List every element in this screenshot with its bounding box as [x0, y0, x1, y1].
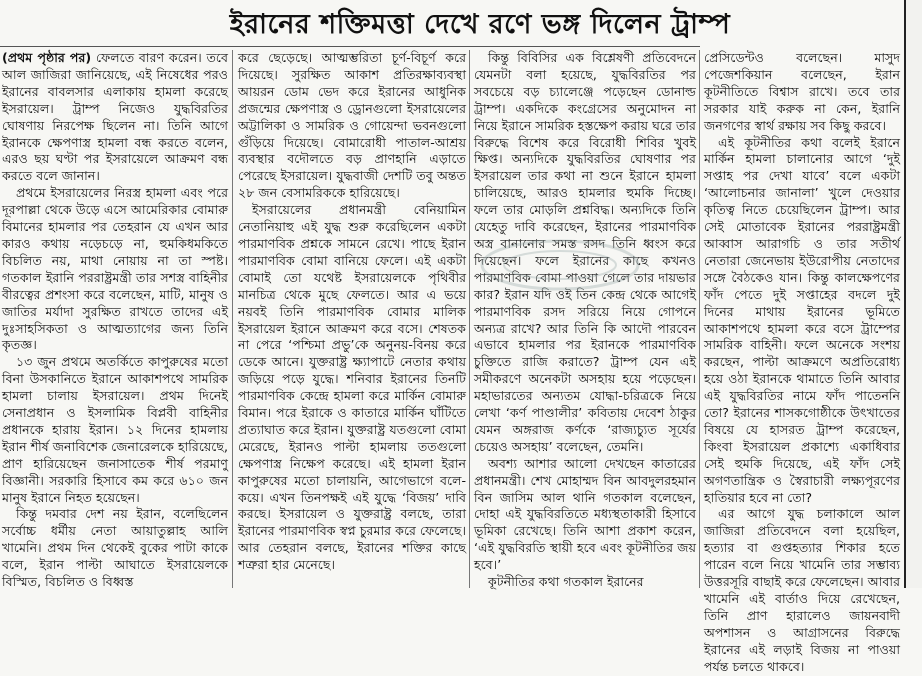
column-2-paragraph: ইসরায়েলের প্রধানমন্ত্রী বেনিয়ামিন নেতানিয়াহু এই যুদ্ধ শুরু করেছিলেন একটা পারমাণবিক প্রশ্নকে সামনে রেখে। পাছে ইরান পারমাণবিক বোমা বানিয়ে ফেলে। এই একটা বোমাই তো যথেষ্ট ইসরায়েলকে পৃথিবীর মানচিত্র থেকে মুছে ফেলতে। আর এ ভয়ে নয়বই তিনি পারমাণবিক বোমার মালিক ইসরায়েল ইরানে আক্রমণ করে বসে। শেষতক না পেরে ‘পশ্চিমা প্রভু’কে অনুনয়-বিনয় করে ডেকে আনে। যুক্তরাষ্ট্র ক্ষ্যাপাটে নেতার কথায় জড়িয়ে পড়ে যুদ্ধে। শনিবার ইরানের তিনটি পারমাণবিক কেন্দ্রে হামলা করে মার্কিন বোমারু বিমান। পরে ইরাকে ও কাতারে মার্কিন ঘাঁটিতে প্রত্যাঘাত করে ইরান। যুক্তরাষ্ট্র যতগুলো বোমা মেরেছে, ইরানও পাল্টা হামলায় ততগুলো ক্ষেপণাস্ত্র নিক্ষেপ করেছে। এই হামলা ইরান কাপুরুষের মতো চালায়নি, আগেভাগে বলে-কয়ে। এখন তিনপক্ষই এই যুদ্ধে ‘বিজয়’ দাবি করছে। ইসরায়েল ও যুক্তরাষ্ট্র বলছে, তারা ইরানের পারমাণবিক স্বপ্ন চুরমার করে ফেলেছে। আর তেহরান বলছে, ইরানের শক্তির কাছে শত্রুরা হার মেনেছে। [238, 202, 466, 573]
headline: ইরানের শক্তিমত্তা দেখে রণে ভঙ্গ দিলেন ট্রাম্প [229, 9, 731, 40]
column-divider [469, 50, 470, 588]
column-1-paragraph: কিন্তু দমবার দেশ নয় ইরান, বলেছিলেন সর্বোচ্চ ধর্মীয় নেতা আয়াতুল্লাহ আলি খামেনি। প্রথম দিন থেকেই বুকের পাটা কাকে বলে, ইরান পাল্টা আঘাতে ইসরায়েলকে বিস্মিত, বিচলিত ও বিধ্বস্ত [2, 506, 228, 590]
article-column-3 [474, 50, 696, 588]
column-4-paragraph: এর আগে যুদ্ধ চলাকালে আল জাজিরা প্রতিবেদনে বলা হয়েছিল, হত্যার বা গুপ্তহত্যার শিকার হতে পারেন বলে নিয়ে খামেনি তার সম্ভাব্য উত্তরসূরি বাছাই করে ফেলেছেন। আবার খামেনি এই বার্তাও দিয়ে রেখেছেন, তিনি প্রাণ হারালেও জায়নবাদী অপশাসন ও আগ্রাসনের বিরুদ্ধে ইরানের এই লড়াই বিজয় না পাওয়া পর্যন্ত চলতে থাকবে। [704, 506, 900, 674]
column-4-paragraph: এই কূটনীতির কথা বলেই ইরানে মার্কিন হামলা চালানোর আগে ‘দুই সপ্তাহ পর দেখা যাবে’ বলে একটা ‘আলোচনার জানালা’ খুলে দেওয়ার কৃতিত্ব নিতে চেয়েছিলেন ট্রাম্প। আর সেই মোতাবেক ইরানের পররাষ্ট্রমন্ত্রী আব্বাস আরাগচি ও তার সতীর্থ নেতারা জেনেভায় ইউরোপীয় নেতাদের সঙ্গে বৈঠকেও যান। কিন্তু কালক্ষেপণের ফাঁদ পেতে দুই সপ্তাহের বদলে দুই দিনের মাথায় ইরানের ভূমিতে আকাশপথে হামলা করে বসে ট্রাম্পের সামরিক বাহিনী। ফলে অনেকে সংশয় করছেন, পাল্টা আক্রমণে অপ্রতিরোধ্য হয়ে ওঠা ইরানকে থামাতে তিনি আবার এই যুদ্ধবিরতির নামে ফাঁদ পাতেননি তো? ইরানের শাসকগোষ্ঠীকে উৎখাতের বিষয়ে যে হাসরত ট্রাম্প করেছেন, কিংবা ইসরায়েল প্রকাশ্যে একাধিবার সেই হুমকি দিয়েছে, এই ফাঁদ সেই অগণতান্ত্রিক ও স্বৈরাচারী লক্ষ্যপূরণের হাতিয়ার হবে না তো? [704, 134, 900, 505]
column-1-paragraph [2, 50, 228, 185]
column-3-paragraph: কিন্তু বিবিসির এক বিশ্লেষণী প্রতিবেদনে যেমনটা বলা হয়েছে, যুদ্ধবিরতির পর সবচেয়ে বড় চ্যালেঞ্জে পড়েছেন ডোনাল্ড ট্রাম্প। একদিকে কংগ্রেসের অনুমোদন না নিয়ে ইরানে সামরিক হস্তক্ষেপ করায় ঘরে তার বিরুদ্ধে বিশেষ করে বিরোধী শিবির খুবই ক্ষিপ্ত। অন্যদিকে যুদ্ধবিরতির ঘোষণার পর ইসরায়েল তার কথা না শুনে ইরানে হামলা চালিয়েছে, আরও হামলার হুমকি দিচ্ছে। ফলে তার মোড়লি প্রশ্নবিদ্ধ। অন্যদিকে তিনি যেহেতু দাবি করেছেন, ইরানের পারমাণবিক অস্ত্র বানানোর সমস্ত রসদ তিনি ধ্বংস করে দিয়েছেন। ফলে ইরানের কাছে কখনও পারমাণবিক বোমা পাওয়া গেলে তার দায়ভার কার? ইরান যদি ওই তিন কেন্দ্র থেকে আগেই পারমাণবিক রসদ সরিয়ে নিয়ে গোপনে অন্যত্র রাখে? আর তিনি কি আদৌ পারবেন এভাবে হামলার পর ইরানকে পারমাণবিক চুক্তিতে রাজি করাতে? ট্রাম্প যেন এই সমীকরণে অনেকটা অসহায় হয়ে পড়েছেন। মহাভারতের অন্যতম যোদ্ধা-চরিত্রকে নিয়ে লেখা ‘কর্ণ পাণ্ডালীর’ কবিতায় দেবেশ ঠাকুর যেমন অঙ্গরাজ কর্ণকে ‘রাজ্যচ্যুত সূর্যের চেয়েও অসহায়’ বলেছেন, তেমনি। [474, 50, 696, 454]
column-2-paragraph: করে ছেড়েছে। আত্মম্ভরিতা চূর্ণ-বিচূর্ণ করে দিয়েছে। সুরক্ষিত আকাশ প্রতিরক্ষাব্যবস্থা আয়রন ডোম ভেদ করে ইরানের আধুনিক প্রজন্মের ক্ষেপণাস্ত্র ও ড্রোনগুলো ইসরায়েলের অট্টালিকা ও সামরিক ও গোয়েন্দা ভবনগুলো গুঁড়িয়ে দিয়েছে। বোমারোধী পাতাল-আশ্রয় ব্যবস্থার বদৌলতে বড় প্রাণহানি এড়াতে পেরেছে ইসরায়েল। যুদ্ধবাজী দেশটি তবু অন্তত ২৮ জন বেসামরিককে হারিয়েছে। [238, 50, 466, 201]
column-3-paragraph: কূটনীতির কথা গতকাল ইরানের [488, 574, 644, 590]
column-divider [232, 50, 233, 588]
column-1-paragraph: ১৩ জুন প্রথমে অতর্কিতে কাপুরুষের মতো বিনা উসকানিতে ইরানে আকাশপথে সামরিক হামলা চালায় ইসরায়েল। প্রথম দিনেই সেনাপ্রধান ও ইসলামিক বিপ্লবী বাহিনীর প্রধানকে হারায় ইরান। ১২ দিনের হামলায় ইরান শীর্ষ জনাবিশেক জেনারেলকে হারিয়েছে, প্রাণ হারিয়েছেন জনাসাতেক শীর্ষ পরমাণু বিজ্ঞানী। সরকারি হিসাবে কম করে ৬১০ জন মানুষ ইরানে নিহত হয়েছেন। [2, 354, 228, 505]
headline-rule [0, 46, 700, 47]
article-column-2 [238, 50, 466, 588]
continued-label: (প্রথম পৃষ্ঠার পর) [2, 50, 92, 65]
article-column-1 [2, 50, 228, 588]
column-divider [699, 50, 700, 588]
column-3-paragraph: অবশ্য আশার আলো দেখছেন কাতারের প্রধানমন্ত্রী। শেখ মোহাম্মদ বিন আবদুলরহমান বিন জাসিম আল থানি গতকাল বলেছেন, দোহা এই যুদ্ধবিরতিতে মধ্যস্থতাকারী হিসাবে ভূমিকা রেখেছে। তিনি আশা প্রকাশ করেন, ‘এই যুদ্ধবিরতি স্থায়ী হবে এবং কূটনীতির জয় হবে।’ [474, 455, 696, 573]
watermark-logo [470, 230, 650, 300]
column-1-paragraph-text: ফেলতে বারণ করেন। তবে আল জাজিরা জানিয়েছে, এই নিষেধের পরও ইরানের বাবলসার এলাকায় হামলা করেছে ইসরায়েল। ট্রাম্প নিজেও যুদ্ধবিরতির ঘোষণায় নিরপেক্ষ ছিলেন না। তিনি আগে ইরানকে ক্ষেপণাস্ত্র হামলা বন্ধ করতে বলেন, এরও ছয় ঘণ্টা পর ইসরায়েলে আক্রমণ বন্ধ করতে বলে জানান। [2, 50, 229, 184]
column-1-paragraph: প্রথমে ইসরায়েলের নিরস্ত্র হামলা এবং পরে দূরপাল্লা থেকে উড়ে এসে আমেরিকার বোমারু বিমানের হামলার পর তেহরান যে এখন আর কারও কথায় নড়েচড়ে না, হুমকিধমকিতে বিচলিত নয়, মাথা নোয়ায় না তা স্পষ্ট। গতকাল ইরানি পররাষ্ট্রমন্ত্রী তার সশস্ত্র বাহিনীর বীরত্বের প্রশংসা করে বলেছেন, মাটি, মানুষ ও জাতির মর্যাদা সুরক্ষিত রাখতে তাদের এই দুঃসাহসিকতা ও আত্মত্যাগের জন্য তিনি কৃতজ্ঞ। [2, 185, 228, 353]
column-4-paragraph: প্রেসিডেন্টও বলেছেন। মাসুদ পেজেশকিয়ান বলেছেন, ইরান কূটনীতিতে বিশ্বাস রাখে। তবে তার সরকার যাই করুক না কেন, ইরানি জনগণের স্বার্থ রক্ষায় সব কিছু করবে। [704, 50, 900, 133]
adjacent-article-edge [904, 0, 922, 588]
article-column-4 [704, 50, 900, 674]
